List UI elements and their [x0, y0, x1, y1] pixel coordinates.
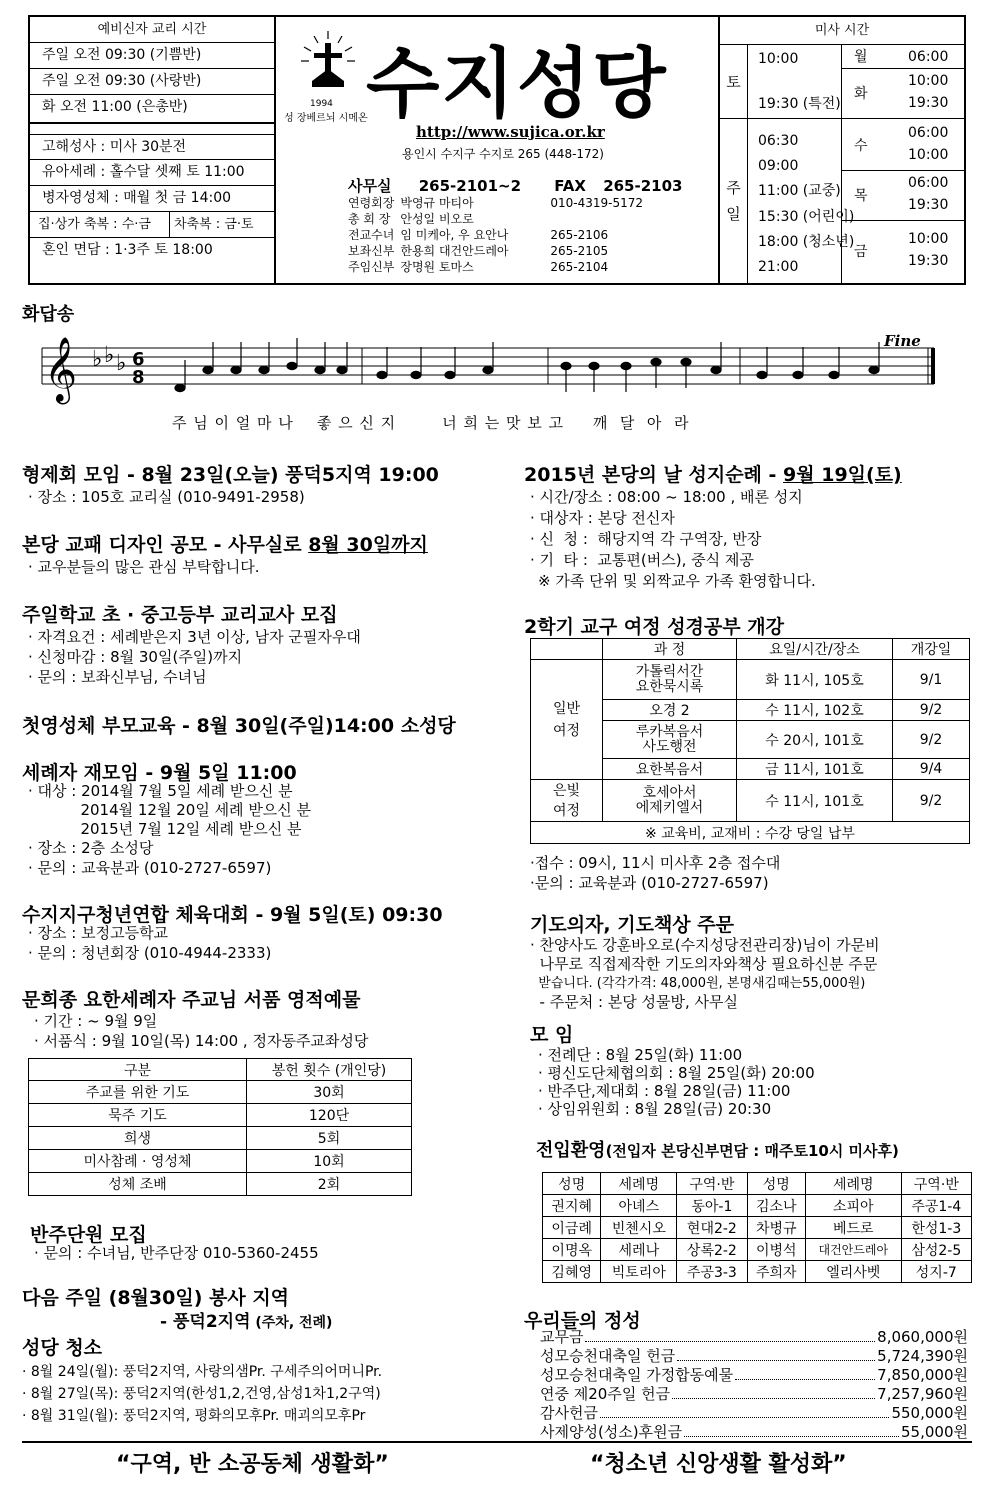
sun-label: 주일 [720, 119, 748, 283]
column-header: 요일/시간/장소 [737, 639, 893, 660]
offering-label: 연중 제20주일 헌금 [540, 1385, 671, 1403]
staff-row [348, 211, 649, 227]
table-cell: 희생 [29, 1127, 247, 1150]
column-header [531, 639, 603, 660]
staff-row [348, 195, 649, 211]
catechumen-row: 주일 오전 09:30 (사랑반) [30, 69, 274, 95]
prayer-chair-line: - 주문처 : 본당 성물방, 사무실 [530, 993, 739, 1011]
mass-time: 06:00 [908, 125, 949, 141]
table-cell: 수 11시, 102호 [737, 700, 893, 721]
column-header: 개강일 [893, 639, 970, 660]
mass-time: 10:00 [758, 51, 799, 67]
table-cell: 10회 [247, 1150, 412, 1173]
offering-row [540, 1404, 968, 1423]
sunday-school-line: · 자격요건 : 세례받은지 3년 이상, 남자 군필자우대 [28, 628, 361, 646]
psalm-title: 화답송 [22, 304, 75, 325]
mass-saturday [720, 45, 842, 119]
meetings-title: 모 임 [530, 1024, 574, 1046]
table-cell: 120단 [247, 1104, 412, 1127]
svg-text:6: 6 [132, 349, 145, 370]
logo-name: 성 장베르뇌 시메온 [284, 113, 368, 124]
offering-amount: 55,000원 [901, 1423, 968, 1441]
mass-time: 06:00 [908, 49, 949, 65]
svg-text:𝄞: 𝄞 [44, 337, 78, 402]
table-cell: 베드로 [806, 1217, 902, 1239]
badge-design-title-a: 본당 교패 디자인 공모 - 사무실로 [22, 534, 309, 556]
mass-time: 10:00 [908, 73, 949, 89]
music-staff-icon [36, 330, 942, 410]
header-left-panel [30, 17, 276, 283]
brotherhood-meeting-line: · 장소 : 105호 교리실 (010-9491-2958) [28, 488, 305, 506]
offering-label: 교무금 [540, 1328, 584, 1346]
svg-text:♭: ♭ [92, 347, 103, 372]
table-cell: 9/1 [893, 660, 970, 700]
staff-table [348, 195, 649, 275]
offering-row [540, 1328, 968, 1347]
table-cell: 엘리사벳 [806, 1261, 902, 1283]
mass-time: 15:30 (어린이) [758, 208, 855, 225]
staff-phone: 265-2105 [550, 244, 609, 258]
table-cell: 화 11시, 105호 [737, 660, 893, 700]
welcome-title-sub: (전입자 본당신부면담 : 매주토10시 미사후) [605, 1142, 899, 1160]
table-row [543, 1239, 972, 1261]
thu-label: 목 [854, 188, 868, 204]
mass-time: 19:30 (특전) [758, 96, 841, 112]
offering-table [28, 1058, 412, 1196]
dot-leader [684, 1423, 899, 1437]
reunion-line: 2014월 12월 20일 세례 받으신 분 [28, 801, 312, 819]
staff-role: 전교수녀 [348, 228, 395, 242]
reunion-line: · 문의 : 교육분과 (010-2727-6597) [28, 859, 272, 877]
welcome-title [536, 1136, 899, 1162]
staff-role: 총 회 장 [348, 212, 391, 226]
svg-text:8: 8 [132, 367, 145, 388]
table-cell: 수 20시, 101호 [737, 721, 893, 759]
sunday-school-title: 주일학교 초 · 중고등부 교리교사 모집 [22, 604, 338, 626]
mass-weekdays [842, 45, 966, 283]
table-cell: 주희자 [747, 1261, 805, 1283]
table-header-row [543, 1173, 972, 1195]
table-cell: 한성1-3 [901, 1217, 971, 1239]
mass-time: 10:00 [908, 147, 949, 163]
table-cell: 미사참례 · 영성체 [29, 1150, 247, 1173]
offering-row [540, 1423, 968, 1442]
reunion-line: · 대상 : 2014월 7월 5일 세례 받으신 분 [28, 782, 293, 800]
prayer-chair-line: 나무로 직접제작한 기도의자와책상 필요하신분 주문 [530, 955, 878, 973]
prayer-chair-title: 기도의자, 기도책상 주문 [530, 914, 734, 936]
reunion-line: · 장소 : 2층 소성당 [28, 839, 154, 857]
staff-name: 임 미케아, 우 요안나 [400, 228, 509, 242]
table-cell: 가톨릭서간 요한묵시록 [603, 660, 737, 700]
marriage-row: 혼인 면담 : 1·3주 토 18:00 [42, 242, 213, 258]
catechumen-title: 예비신자 교리 시간 [30, 17, 274, 43]
staff-row [348, 243, 649, 259]
dot-leader [677, 1347, 875, 1361]
baptized-reunion-title: 세례자 재모임 - 9월 5일 11:00 [22, 762, 297, 784]
next-sunday-title: 다음 주일 (8월30일) 봉사 지역 [22, 1287, 290, 1309]
table-cell: 동아-1 [677, 1195, 747, 1217]
table-row [543, 1195, 972, 1217]
group-cell: 은빛 여정 [531, 780, 603, 822]
pilgrimage-line: · 기 타 : 교통편(버스), 중식 제공 [530, 551, 754, 569]
pilgrimage-line: ※ 가족 단위 및 외짝교우 가족 환영합니다. [538, 572, 816, 590]
column-header: 구역·반 [677, 1173, 747, 1195]
church-cleaning-title: 성당 청소 [22, 1337, 103, 1359]
staff-phone: 010-4319-5172 [550, 196, 644, 210]
fri-label: 금 [854, 244, 868, 260]
table-row [531, 822, 970, 844]
mass-time: 06:00 [908, 175, 949, 191]
accompanist-title: 반주단원 모집 [30, 1224, 147, 1246]
table-cell: 이병석 [747, 1239, 805, 1261]
blessing-car: 차축복 : 금·토 [174, 217, 254, 232]
psalm-lyrics: 주 님 이 얼 마 나 좋 으 신 지 너 희 는 맛 보 고 깨 달 아 라 [172, 414, 690, 432]
dot-leader [600, 1404, 890, 1418]
table-header-row [29, 1059, 412, 1081]
fax-label: FAX [554, 177, 586, 195]
mass-time: 11:00 (교중) [758, 183, 841, 200]
sunday-school-line: · 신청마감 : 8월 30일(주일)까지 [28, 648, 243, 666]
group-cell: 일반 여정 [531, 660, 603, 780]
table-row [543, 1261, 972, 1283]
staff-row [348, 227, 649, 243]
tue-label: 화 [854, 86, 868, 102]
mass-title: 미사 시간 [720, 17, 964, 45]
fax-phone: 265-2103 [603, 177, 683, 195]
column-header: 성명 [747, 1173, 805, 1195]
column-header: 세례명 [601, 1173, 677, 1195]
table-row [29, 1104, 412, 1127]
motto-left: “구역, 반 소공동체 생활화” [116, 1452, 389, 1477]
mass-friday [842, 221, 966, 283]
dot-leader [735, 1366, 875, 1380]
first-communion-title: 첫영성체 부모교육 - 8월 30일(주일)14:00 소성당 [22, 715, 456, 737]
table-cell: 권지혜 [543, 1195, 601, 1217]
table-row [531, 780, 970, 822]
table-row [29, 1127, 412, 1150]
mass-sunday [720, 119, 855, 283]
table-cell: 대건안드레아 [806, 1239, 902, 1261]
offering-label: 성모승천대축일 헌금 [540, 1347, 676, 1365]
bible-study-line: ·접수 : 09시, 11시 미사후 2층 접수대 [530, 854, 781, 872]
reunion-line: 2015년 7월 12일 세례 받으신 분 [28, 820, 302, 838]
bible-study-table [530, 638, 970, 844]
prayer-chair-line: 받습니다. (각각가격: 48,000원, 본명새김때는55,000원) [530, 976, 866, 991]
table-row [29, 1173, 412, 1196]
staff-phone [550, 211, 649, 227]
table-cell: 주공1-4 [901, 1195, 971, 1217]
offering-amount: 7,257,960원 [877, 1385, 968, 1403]
footer-divider [22, 1441, 972, 1443]
mon-label: 월 [854, 49, 868, 65]
offering-row [540, 1366, 968, 1385]
offerings-list [540, 1328, 968, 1442]
mass-time: 19:30 [908, 95, 949, 111]
mass-time: 19:30 [908, 197, 949, 213]
office-label: 사무실 [348, 177, 392, 195]
table-cell: 요한복음서 [603, 759, 737, 780]
mass-time: 21:00 [758, 259, 799, 276]
table-row [29, 1150, 412, 1173]
table-cell: 수 11시, 101호 [737, 780, 893, 822]
staff-role: 주임신부 [348, 260, 395, 274]
dot-leader [585, 1328, 875, 1342]
sunday-school-line: · 문의 : 보좌신부님, 수녀님 [28, 668, 207, 686]
table-cell: 세레나 [601, 1239, 677, 1261]
cleaning-line: · 8월 24일(월): 풍덕2지역, 사랑의샘Pr. 구세주의어머니Pr. [22, 1364, 383, 1380]
column-header: 세례명 [806, 1173, 902, 1195]
logo-year: 1994 [310, 99, 333, 109]
offering-amount: 5,724,390원 [877, 1347, 968, 1365]
table-cell: 소피아 [806, 1195, 902, 1217]
header-center [276, 17, 718, 283]
staff-row [348, 259, 649, 275]
bishop-offering-line: · 서품식 : 9월 10일(목) 14:00 , 정자동주교좌성당 [34, 1032, 369, 1050]
table-cell: 차병규 [747, 1217, 805, 1239]
table-cell: 상록2-2 [677, 1239, 747, 1261]
svg-text:♭: ♭ [116, 351, 127, 376]
church-logo [298, 29, 358, 99]
table-note: ※ 교육비, 교재비 : 수강 당일 납부 [531, 822, 970, 844]
church-url-link[interactable]: http://www.sujica.or.kr [416, 123, 605, 141]
fine-mark: Fine [884, 332, 921, 350]
blessing-row [30, 212, 274, 238]
staff-phone: 265-2104 [550, 260, 609, 274]
badge-design-line: · 교우분들의 많은 관심 부탁합니다. [28, 558, 260, 576]
mass-time: 09:00 [758, 158, 799, 175]
church-address: 용인시 수지구 수지로 265 (448-172) [402, 147, 604, 161]
table-cell: 루카복음서 사도행전 [603, 721, 737, 759]
mass-time: 10:00 [908, 231, 949, 247]
youth-sports-title: 수지지구청년연합 체육대회 - 9월 5일(토) 09:30 [22, 904, 443, 926]
sacrament-row: 유아세례 : 홀수달 셋째 토 11:00 [30, 160, 274, 186]
catechumen-row: 주일 오전 09:30 (기쁨반) [30, 43, 274, 69]
next-sunday-region [160, 1307, 332, 1332]
table-header-row [531, 639, 970, 660]
table-cell: 5회 [247, 1127, 412, 1150]
cleaning-line: · 8월 27일(목): 풍덕2지역(한성1,2,건영,삼성1차1,2구역) [22, 1386, 381, 1402]
table-cell: 오경 2 [603, 700, 737, 721]
table-cell: 호세아서 에제키엘서 [603, 780, 737, 822]
staff-role: 보좌신부 [348, 244, 395, 258]
offering-amount: 8,060,000원 [877, 1328, 968, 1346]
church-name: 수지성당 [366, 39, 668, 128]
motto-right: “청소년 신앙생활 활성화” [590, 1452, 847, 1477]
mass-time: 06:30 [758, 133, 799, 149]
sat-label: 토 [720, 45, 748, 119]
mass-time: 19:30 [908, 253, 949, 269]
staff-name: 한용희 대건안드레아 [400, 244, 509, 258]
bulletin-header [28, 15, 966, 285]
mass-thursday [842, 171, 966, 221]
mass-tuesday [842, 69, 966, 119]
column-header: 봉헌 횟수 (개인당) [247, 1059, 412, 1081]
offering-amount: 550,000원 [891, 1404, 968, 1422]
table-cell: 9/2 [893, 700, 970, 721]
column-header: 구분 [29, 1059, 247, 1081]
brotherhood-meeting-title: 형제회 모임 - 8월 23일(오늘) 풍덕5지역 19:00 [22, 464, 439, 486]
table-cell: 금 11시, 101호 [737, 759, 893, 780]
psalm-score [36, 330, 942, 410]
mass-monday [842, 45, 966, 69]
table-cell: 빅토리아 [601, 1261, 677, 1283]
column-header: 과 정 [603, 639, 737, 660]
table-row [543, 1217, 972, 1239]
youth-sports-line: · 장소 : 보정고등학교 [28, 924, 169, 942]
pilgrimage-title-b: 9월 19일(토) [783, 464, 902, 486]
table-cell: 현대2-2 [677, 1217, 747, 1239]
welcome-table [542, 1172, 972, 1283]
table-cell: 주교를 위한 기도 [29, 1081, 247, 1104]
table-cell: 성지-7 [901, 1261, 971, 1283]
table-row [531, 660, 970, 700]
bishop-offering-title: 문희종 요한세례자 주교님 서품 영적예물 [22, 989, 361, 1011]
table-cell: 9/2 [893, 780, 970, 822]
offering-row [540, 1385, 968, 1404]
offering-label: 성모승천대축일 가정합동예물 [540, 1366, 734, 1384]
cleaning-line: · 8월 31일(월): 풍덕2지역, 평화의모후Pr. 매괴의모후Pr [22, 1408, 366, 1424]
staff-role: 연령회장 [348, 196, 395, 210]
youth-sports-line: · 문의 : 청년회장 (010-4944-2333) [28, 944, 272, 962]
sacrament-row: 고해성사 : 미사 30분전 [30, 134, 274, 160]
mass-wednesday [842, 119, 966, 171]
staff-phone: 265-2106 [550, 228, 609, 242]
sacrament-row: 병자영성체 : 매월 첫 금 14:00 [30, 186, 274, 212]
offering-amount: 7,850,000원 [877, 1366, 968, 1384]
blessing-home: 집·상가 축복 : 수·금 [30, 212, 170, 237]
next-sunday-sub: - 풍덕2지역 [160, 1312, 251, 1332]
next-sunday-note: (주차, 전례) [250, 1315, 333, 1331]
table-cell: 2회 [247, 1173, 412, 1196]
table-cell: 성체 조배 [29, 1173, 247, 1196]
catechumen-row: 화 오전 11:00 (은총반) [30, 95, 274, 124]
table-cell: 김혜영 [543, 1261, 601, 1283]
pilgrimage-line: · 대상자 : 본당 전신자 [530, 509, 675, 527]
welcome-title-main: 전입환영 [536, 1140, 606, 1161]
mass-weekend [720, 45, 855, 283]
accompanist-line: · 문의 : 수녀님, 반주단장 010-5360-2455 [34, 1244, 319, 1262]
svg-text:♭: ♭ [104, 343, 115, 368]
offering-row [540, 1347, 968, 1366]
table-cell: 묵주 기도 [29, 1104, 247, 1127]
church-logo-icon [298, 29, 358, 99]
table-cell: 이명옥 [543, 1239, 601, 1261]
offering-label: 사제양성(성소)후원금 [540, 1423, 683, 1441]
dot-leader [672, 1385, 875, 1399]
bible-study-title: 2학기 교구 여정 성경공부 개강 [524, 616, 784, 638]
bishop-offering-line: · 기간 : ~ 9월 9일 [34, 1012, 158, 1030]
meeting-line: · 반주단,제대회 : 8월 28일(금) 11:00 [538, 1082, 791, 1100]
offering-label: 감사헌금 [540, 1404, 598, 1422]
mass-time: 18:00 (청소년) [758, 233, 855, 250]
table-cell: 삼성2-5 [901, 1239, 971, 1261]
meeting-line: · 상임위원회 : 8월 28일(금) 20:30 [538, 1100, 772, 1118]
offerings-title: 우리들의 정성 [524, 1310, 641, 1332]
table-cell: 빈첸시오 [601, 1217, 677, 1239]
pilgrimage-title-a: 2015년 본당의 날 성지순례 - [524, 464, 784, 486]
pilgrimage-line: · 시간/장소 : 08:00 ~ 18:00 , 배론 성지 [530, 488, 803, 506]
badge-design-title-b: 8월 30일까지 [308, 534, 428, 556]
prayer-chair-line: · 찬양사도 강훈바오로(수지성당전관리장)님이 가문비 [530, 936, 880, 954]
staff-name: 박영규 마티아 [400, 196, 474, 210]
staff-name: 안성일 비오로 [400, 212, 474, 226]
column-header: 성명 [543, 1173, 601, 1195]
office-phone: 265-2101~2 [418, 177, 522, 195]
sun-times [758, 129, 854, 280]
table-cell: 주공3-3 [677, 1261, 747, 1283]
table-cell: 30회 [247, 1081, 412, 1104]
badge-design-title [22, 530, 428, 557]
table-cell: 이금례 [543, 1217, 601, 1239]
table-row [29, 1081, 412, 1104]
staff-name: 장명원 토마스 [400, 260, 474, 274]
table-cell: 김소나 [747, 1195, 805, 1217]
column-header: 구역·반 [901, 1173, 971, 1195]
meeting-line: · 평신도단체협의회 : 8월 25일(화) 20:00 [538, 1064, 815, 1082]
table-cell: 9/2 [893, 721, 970, 759]
meeting-line: · 전례단 : 8월 25일(화) 11:00 [538, 1046, 743, 1064]
table-cell: 아녜스 [601, 1195, 677, 1217]
mass-times-panel [718, 17, 964, 283]
pilgrimage-line: · 신 청 : 해당지역 각 구역장, 반장 [530, 530, 762, 548]
bible-study-line: ·문의 : 교육분과 (010-2727-6597) [530, 874, 769, 892]
table-cell: 9/4 [893, 759, 970, 780]
wed-label: 수 [854, 138, 868, 154]
pilgrimage-title [524, 460, 902, 487]
office-phones [348, 175, 682, 196]
